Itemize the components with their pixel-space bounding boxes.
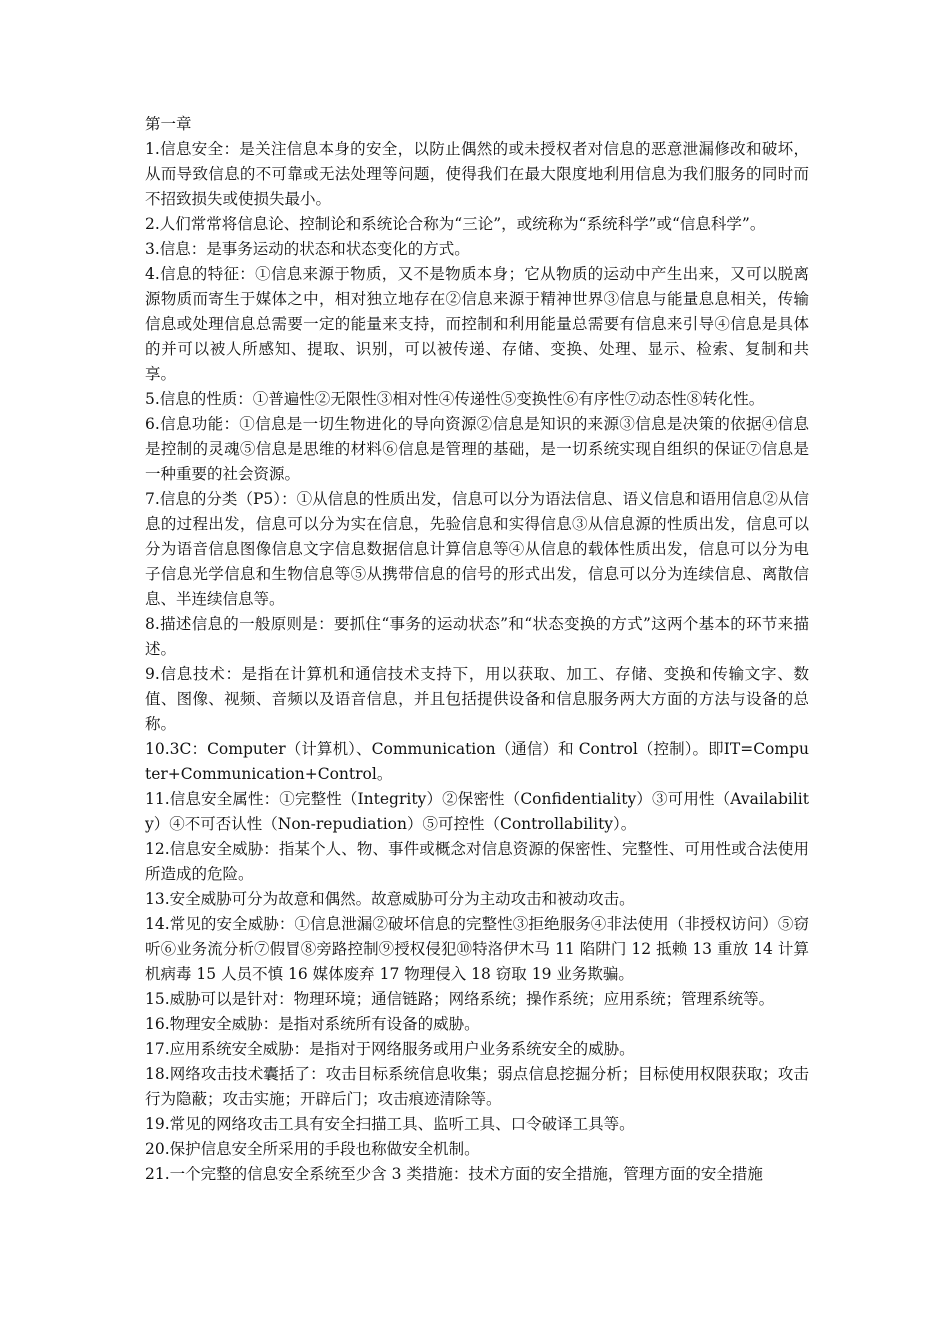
paragraph-7: 7.信息的分类（P5）：①从信息的性质出发，信息可以分为语法信息、语义信息和语用信息②从信息的过程出发，信息可以分为实在信息，先验信息和实得信息③从信息源的性质出发，信息可以分为语音信息图像信息文字信息数据信息计算信息等④从信息的载体性质出发，信息可以分为电子信息光学信息和生物信息等⑤从携带信息的信号的形式出发，信息可以分为连续信息、离散信息、半连续信息等。 [145, 490, 809, 608]
paragraph-15: 15.威胁可以是针对：物理环境；通信链路；网络系统；操作系统；应用系统；管理系统等。 [145, 990, 775, 1008]
paragraph-11: 11.信息安全属性：①完整性（Integrity）②保密性（Confidentiality）③可用性（Availability）④不可否认性（Non-repudiation）⑤可控性（Controllability）。 [145, 790, 809, 833]
chapter-title: 第一章 [145, 115, 192, 133]
paragraph-21: 21.一个完整的信息安全系统至少含 3 类措施：技术方面的安全措施，管理方面的安全措施 [145, 1165, 763, 1183]
paragraph-20: 20.保护信息安全所采用的手段也称做安全机制。 [145, 1140, 480, 1158]
paragraph-16: 16.物理安全威胁：是指对系统所有设备的威胁。 [145, 1015, 480, 1033]
paragraph-1: 1.信息安全：是关注信息本身的安全，以防止偶然的或未授权者对信息的恶意泄漏修改和破坏，从而导致信息的不可靠或无法处理等问题，使得我们在最大限度地利用信息为我们服务的同时而不招致损失或使损失最小。 [145, 140, 809, 208]
paragraph-8: 8.描述信息的一般原则是：要抓住“事务的运动状态”和“状态变换的方式”这两个基本的环节来描述。 [145, 615, 809, 658]
paragraph-6: 6.信息功能：①信息是一切生物进化的导向资源②信息是知识的来源③信息是决策的依据④信息是控制的灵魂⑤信息是思维的材料⑥信息是管理的基础，是一切系统实现自组织的保证⑦信息是一种重要的社会资源。 [145, 415, 809, 483]
paragraph-13: 13.安全威胁可分为故意和偶然。故意威胁可分为主动攻击和被动攻击。 [145, 890, 635, 908]
paragraph-18: 18.网络攻击技术囊括了：攻击目标系统信息收集；弱点信息挖掘分析；目标使用权限获取；攻击行为隐蔽；攻击实施；开辟后门；攻击痕迹清除等。 [145, 1065, 809, 1108]
paragraph-2: 2.人们常常将信息论、控制论和系统论合称为“三论”，或统称为“系统科学”或“信息科学”。 [145, 215, 766, 233]
paragraph-4: 4.信息的特征：①信息来源于物质，又不是物质本身；它从物质的运动中产生出来，又可以脱离源物质而寄生于媒体之中，相对独立地存在②信息来源于精神世界③信息与能量息息相关，传输信息或处理信息总需要一定的能量来支持，而控制和利用能量总需要有信息来引导④信息是具体的并可以被人所感知、提取、识别，可以被传递、存储、变换、处理、显示、检索、复制和共享。 [145, 265, 809, 383]
paragraph-14: 14.常见的安全威胁：①信息泄漏②破坏信息的完整性③拒绝服务④非法使用（非授权访问）⑤窃听⑥业务流分析⑦假冒⑧旁路控制⑨授权侵犯⑩特洛伊木马 11 陷阱门 12 抵赖 13 重放 14 计算机病毒 15 人员不慎 16 媒体废弃 17 物理侵入 18 窃取 19 业务欺骗。 [145, 915, 809, 983]
paragraph-17: 17.应用系统安全威胁：是指对于网络服务或用户业务系统安全的威胁。 [145, 1040, 635, 1058]
paragraph-9: 9.信息技术：是指在计算机和通信技术支持下，用以获取、加工、存储、变换和传输文字、数值、图像、视频、音频以及语音信息，并且包括提供设备和信息服务两大方面的方法与设备的总称。 [145, 665, 809, 733]
paragraph-12: 12.信息安全威胁：指某个人、物、事件或概念对信息资源的保密性、完整性、可用性或合法使用所造成的危险。 [145, 840, 809, 883]
paragraph-10: 10.3C：Computer（计算机）、Communication（通信）和 Control（控制）。即IT=Computer+Communication+Control。 [145, 740, 809, 783]
document-page [145, 112, 809, 1187]
paragraph-19: 19.常见的网络攻击工具有安全扫描工具、监听工具、口令破译工具等。 [145, 1115, 635, 1133]
paragraph-5: 5.信息的性质：①普遍性②无限性③相对性④传递性⑤变换性⑥有序性⑦动态性⑧转化性。 [145, 390, 765, 408]
paragraph-3: 3.信息：是事务运动的状态和状态变化的方式。 [145, 240, 470, 258]
